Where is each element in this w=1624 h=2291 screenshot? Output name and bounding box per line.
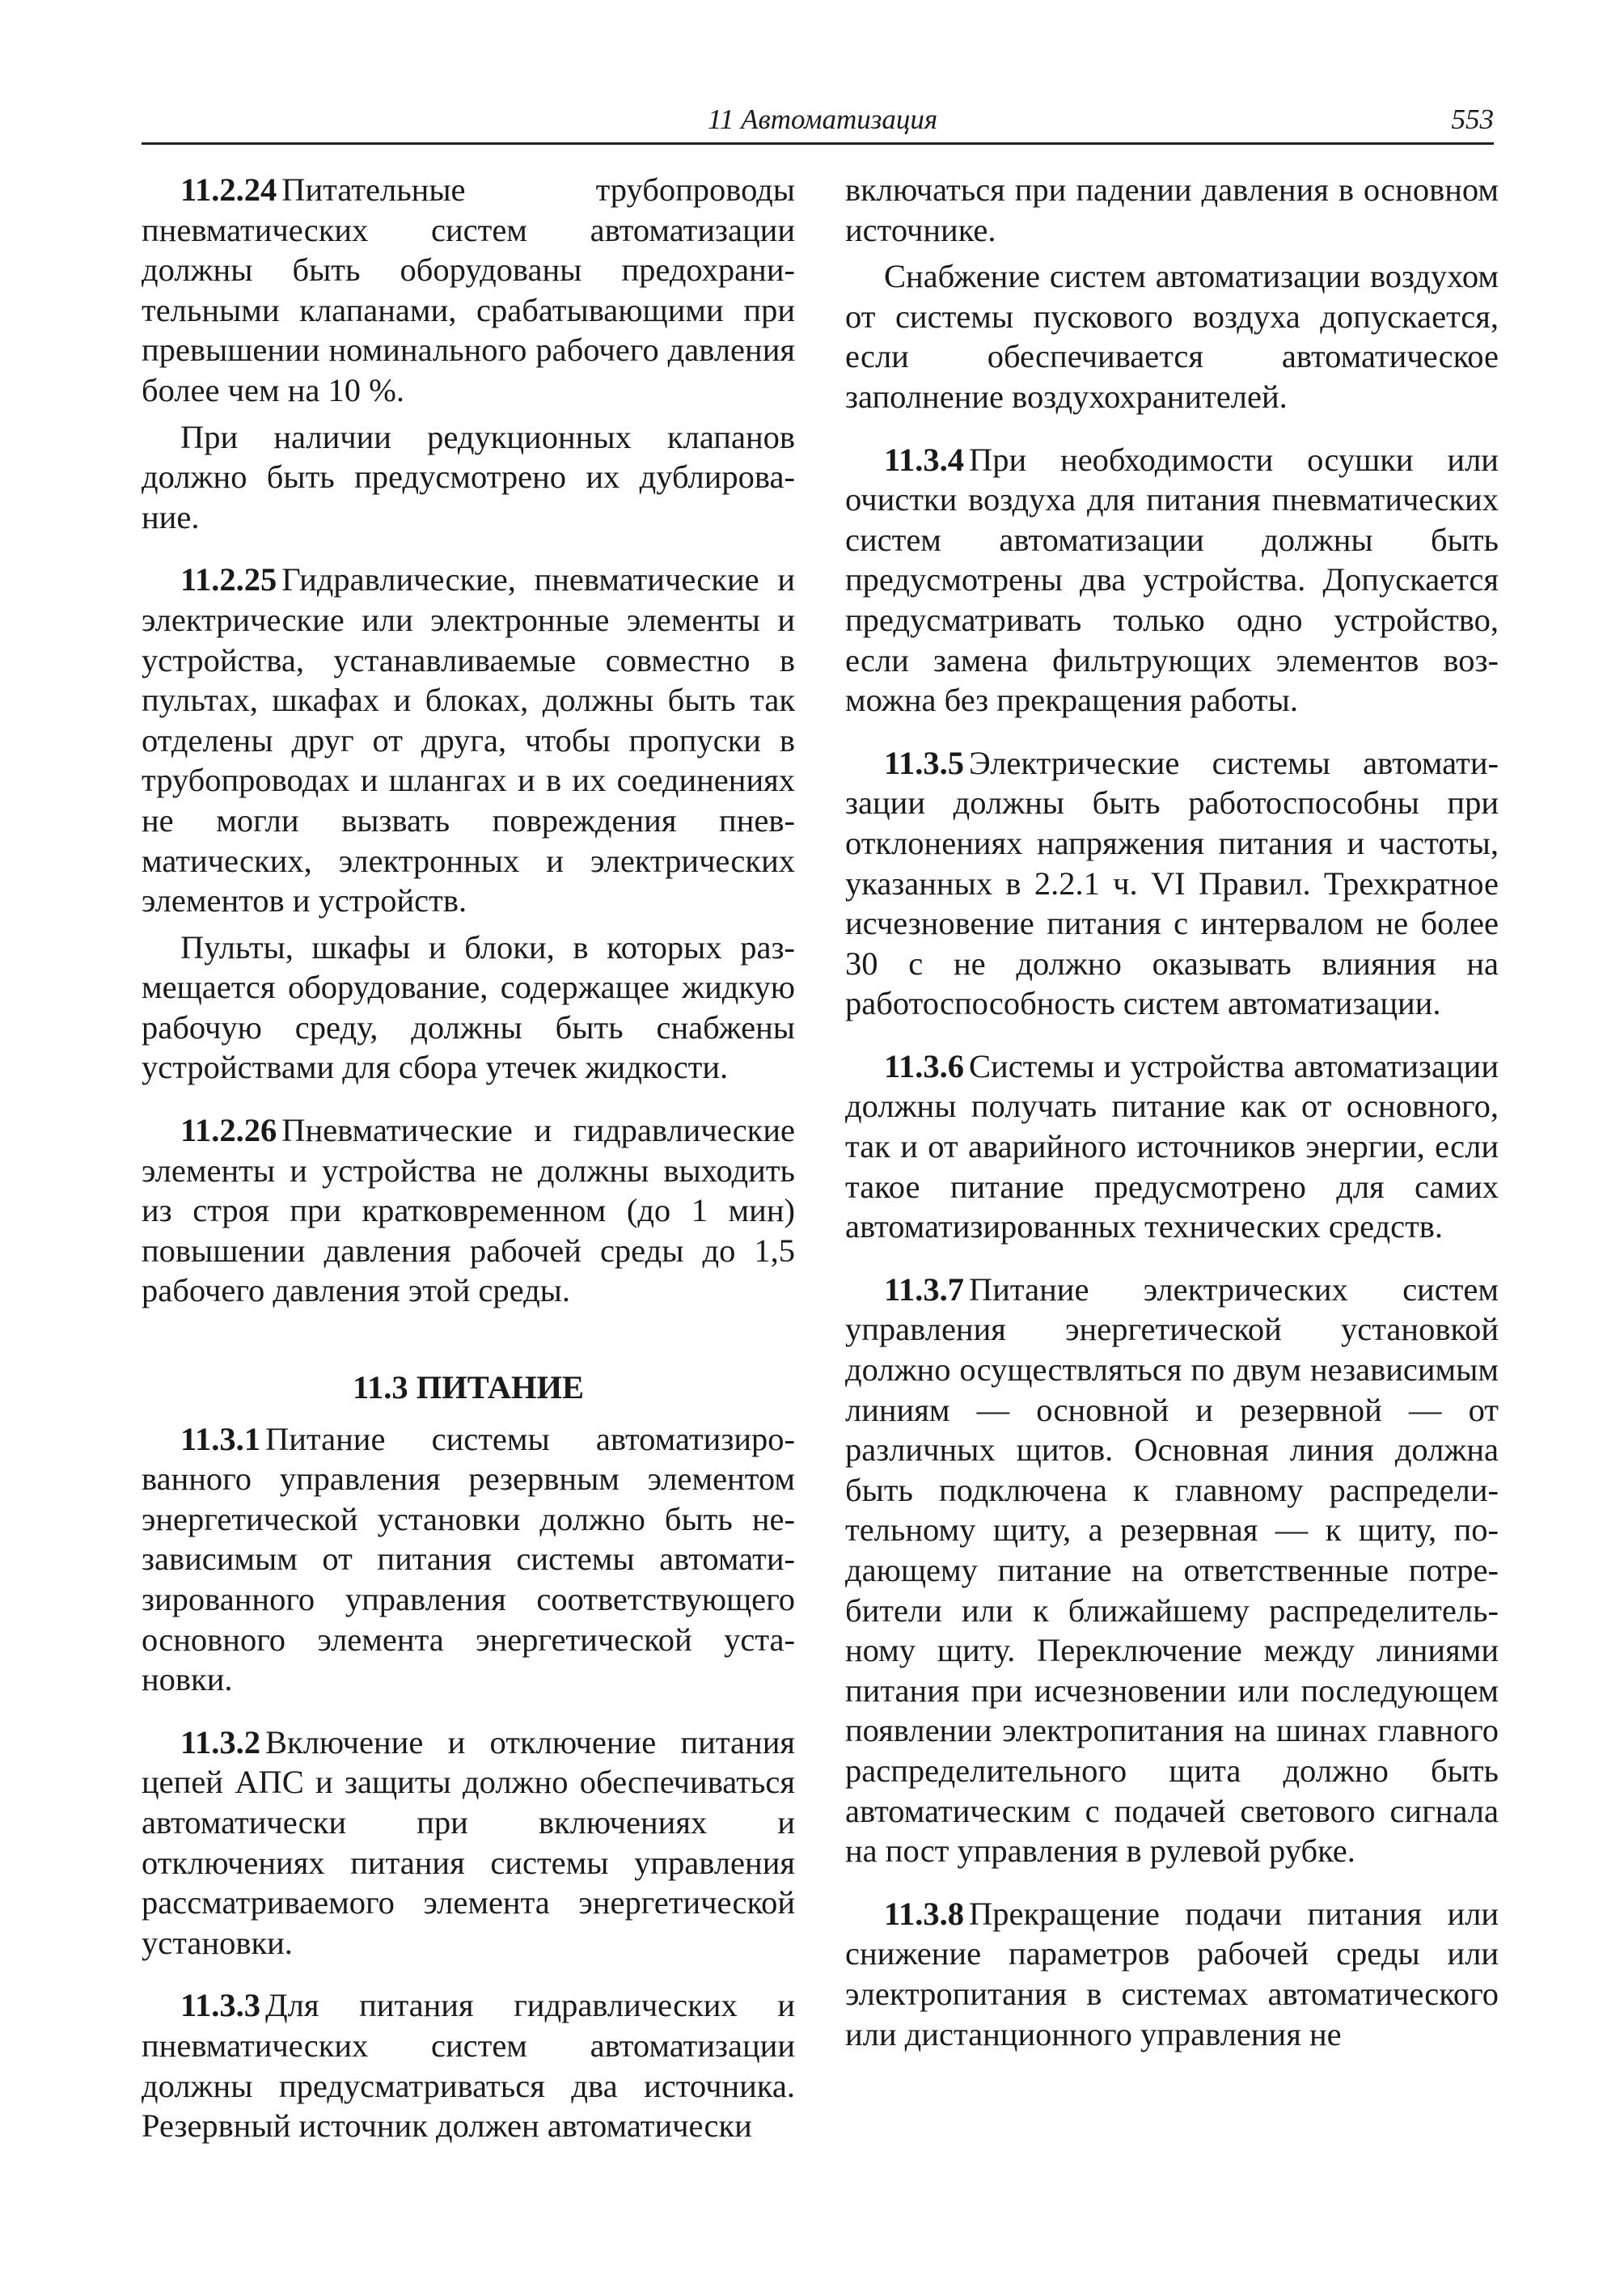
paragraph-11-3-3-continued: включаться при падении давления в основном источнике. <box>845 171 1499 248</box>
clause-text: Пневматические и гидравлические элементы и устройства не должны выходить из строя при кратковременном (до 1 мин) повышении давления рабочей среды до 1,5 рабочего давления этой среды. <box>142 1112 795 1309</box>
clause-text: Электрические системы автоматизации должны быть работоспособны при отклонениях напряжения питания и частоты, указанных в 2.2.1 ч. VI Правил. Трехкратное исчезновение питания с интервалом не более 30 с не должно оказывать влияния на работоспособность систем автоматизации. <box>845 744 1499 1022</box>
clause-text: Гидравлические, пневматические и электрические или электронные элементы и устройства, устанавливаемые совместно в пультах, шкафах и блоках, должны быть так отделены друг от друга, чтобы пропуски в трубопроводах и шлангах и в их соединениях не могли вызвать повреждения пневматических, электронных и электрических элементов и устройств. <box>142 561 795 919</box>
paragraph-11-3-1 <box>142 1419 795 1700</box>
paragraph-air-supply: Снабжение систем автоматизации воздухом от системы пускового воздуха допускается, если обеспечивается автоматическое заполнение воздухохранителей. <box>845 258 1499 415</box>
left-column <box>142 170 795 2146</box>
clause-number: 11.3.1 <box>180 1420 261 1457</box>
paragraph-11-3-6 <box>845 1046 1499 1247</box>
clause-text: Питание электрических систем управления энергетической установкой должно осуществляться по двум независимым линиям — основной и резервной — от различных щитов. Основная линия должна быть подключена к главному распределительному щиту, а резервная — к щиту, подающему питание на ответственные потребители или к ближайшему распределительному щиту. Переключение между линиями питания при исчезновении или последующем появлении электропитания на шинах главного распределительного щита должно быть автоматическим с подачей светового сигнала на пост управления в рулевой рубке. <box>845 1270 1499 1870</box>
running-header <box>142 104 1494 145</box>
paragraph-11-2-25 <box>142 560 795 920</box>
clause-number: 11.3.6 <box>884 1047 965 1084</box>
clause-text: Системы и устройства автоматизации должны получать питание как от основного, так и от аварийного источников энергии, если такое питание предусмотрено для самих автоматизированных технических средств. <box>845 1047 1499 1245</box>
right-column <box>845 170 1499 2054</box>
clause-text: Прекращение подачи питания или снижение параметров рабочей среды или электропитания в системах автоматического или дистанционного управления не <box>845 1895 1499 2052</box>
paragraph-11-2-26 <box>142 1110 795 1311</box>
paragraph-11-3-3 <box>142 1985 795 2145</box>
clause-text: При необходимости осушки или очистки воздуха для питания пневматических систем автоматизации должны быть предусмотрены два устройства. Допускается предусматривать только одно устройство, если замена фильтрующих элементов возможна без прекращения работы. <box>845 441 1499 719</box>
clause-number: 11.3.2 <box>180 1723 261 1761</box>
clause-text: Включение и отключение питания цепей АПС и защиты должно обеспечиваться автоматически при включениях и отключениях питания системы управления рассматриваемого элемента энергетической установки. <box>142 1723 795 1961</box>
section-heading: 11.3 ПИТАНИЕ <box>352 1369 585 1406</box>
paragraph-11-3-4 <box>845 440 1499 721</box>
clause-text: Для питания гидравлических и пневматических систем автоматизации должны предусматриваться два источника. Резервный источник должен автоматически <box>142 1987 795 2145</box>
page-number: 553 <box>1451 104 1494 135</box>
clause-number: 11.2.25 <box>180 561 277 598</box>
paragraph-11-2-25-continued: Пульты, шкафы и блоки, в которых размещается оборудование, содержащее жидкую рабочую среду, должны быть снабжены устройствами для сбора утечек жидкости. <box>142 928 795 1086</box>
paragraph-11-3-7 <box>845 1270 1499 1871</box>
clause-number: 11.3.3 <box>180 1987 261 2024</box>
clause-number: 11.2.26 <box>180 1112 277 1149</box>
clause-number: 11.3.8 <box>884 1895 965 1932</box>
chapter-title: 11 Автоматизация <box>708 104 938 135</box>
paragraph-11-3-8 <box>845 1894 1499 2054</box>
clause-text: Питательные трубопроводы пневматических систем автоматизации должны быть оборудованы предохранительными клапанами, срабатывающими при превышении номинального рабочего давления более чем на 10 %. <box>142 171 795 408</box>
clause-text: Питание системы автоматизированного управления резервным элементом энергетической установки должно быть независимым от питания системы автоматизированного управления соответствующего основного элемента энергетической установки. <box>142 1420 795 1698</box>
paragraph-11-3-5 <box>845 743 1499 1024</box>
clause-number: 11.3.4 <box>884 441 965 478</box>
clause-number: 11.2.24 <box>180 171 277 208</box>
clause-number: 11.3.7 <box>884 1270 965 1308</box>
clause-number: 11.3.5 <box>884 744 965 781</box>
paragraph-11-2-24 <box>142 170 795 411</box>
paragraph-11-3-2 <box>142 1722 795 1963</box>
paragraph-11-2-24-continued: При наличии редукционных клапанов должно быть предусмотрено их дублирование. <box>142 418 795 535</box>
